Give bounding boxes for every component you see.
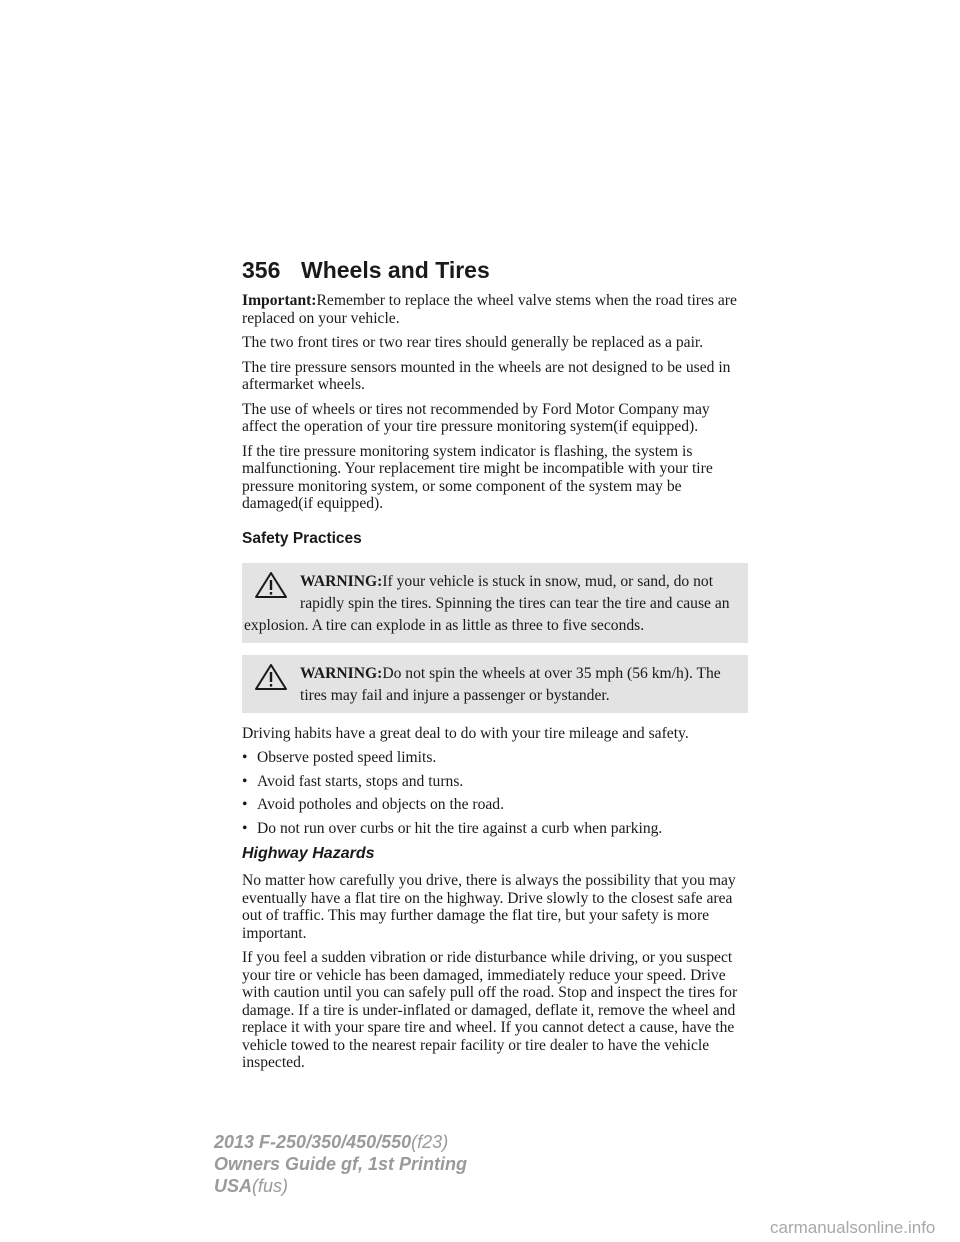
page-content bbox=[242, 292, 748, 1079]
important-label: Important: bbox=[242, 292, 317, 309]
warning-triangle-icon bbox=[254, 571, 288, 599]
document-footer bbox=[214, 1131, 534, 1197]
warning-text: If your vehicle is stuck in snow, mud, or sand, do not rapidly spin the tires. Spinning the tires can tear the tire and cause an explosion. A tire can explode in as little as three to five seconds. bbox=[244, 572, 730, 634]
bullet-icon: • bbox=[242, 749, 248, 766]
warning-label: WARNING: bbox=[300, 572, 383, 590]
bullet-icon: • bbox=[242, 772, 248, 790]
list-item: • Avoid potholes and objects on the road. bbox=[242, 796, 504, 813]
bullet-icon: • bbox=[242, 796, 248, 813]
page-header bbox=[242, 255, 748, 285]
section-heading-highway: Highway Hazards bbox=[242, 845, 375, 862]
intro-paragraph: If the tire pressure monitoring system indicator is flashing, the system is malfunctioning. Your replacement tire might be incompatible with your tire pressure monitoring system, or some component of the system may be damaged(if equipped). bbox=[242, 442, 713, 512]
highway-paragraph: If you feel a sudden vibration or ride disturbance while driving, or you suspect your tire or vehicle has been damaged, immediately reduce your speed. Drive with caution until you can safely pull off the road. Stop and inspect the tires for damage. If a tire is under-inflated or damaged, deflate it, remove the wheel and replace it with your spare tire and wheel. If you cannot detect a cause, have the vehicle towed to the nearest repair facility or tire dealer to have the vehicle inspected. bbox=[242, 949, 738, 1071]
warning-triangle-icon bbox=[254, 663, 288, 691]
list-item: • Observe posted speed limits. bbox=[242, 749, 437, 766]
footer-line-market: USA(fus) bbox=[214, 1176, 289, 1196]
habits-intro: Driving habits have a great deal to do with your tire mileage and safety. bbox=[242, 724, 689, 742]
bullet-icon: • bbox=[242, 819, 248, 837]
list-item: • Do not run over curbs or hit the tire against a curb when parking. bbox=[242, 819, 663, 837]
warning-box bbox=[242, 655, 748, 713]
warning-label: WARNING: bbox=[300, 664, 383, 682]
page-number: 356 bbox=[242, 257, 281, 283]
important-note bbox=[242, 292, 748, 327]
intro-paragraph: The two front tires or two rear tires should generally be replaced as a pair. bbox=[242, 334, 704, 351]
warning-text: Do not spin the wheels at over 35 mph (56 km/h). The tires may fail and injure a passenger or bystander. bbox=[300, 664, 721, 704]
safety-bullet-list bbox=[242, 749, 748, 837]
highway-paragraph: No matter how carefully you drive, there is always the possibility that you may eventually have a flat tire on the highway. Drive slowly to the closest safe area out of traffic. This may further damage the flat tire, but your safety is more important. bbox=[242, 872, 736, 942]
footer-line-guide: Owners Guide gf, 1st Printing bbox=[214, 1154, 468, 1174]
intro-paragraph: The tire pressure sensors mounted in the wheels are not designed to be used in aftermarket wheels. bbox=[242, 358, 731, 393]
footer-line-model: 2013 F-250/350/450/550(f23) bbox=[214, 1132, 449, 1152]
intro-paragraph: The use of wheels or tires not recommended by Ford Motor Company may affect the operation of your tire pressure monitoring system(if equipped). bbox=[242, 400, 710, 435]
list-item: • Avoid fast starts, stops and turns. bbox=[242, 772, 464, 790]
section-heading-safety: Safety Practices bbox=[242, 529, 362, 547]
important-text: Remember to replace the wheel valve stems when the road tires are replaced on your vehicle. bbox=[242, 292, 737, 327]
site-watermark: carmanualsonline.info bbox=[770, 1218, 936, 1237]
warning-box bbox=[242, 563, 748, 643]
chapter-title: Wheels and Tires bbox=[301, 257, 490, 283]
